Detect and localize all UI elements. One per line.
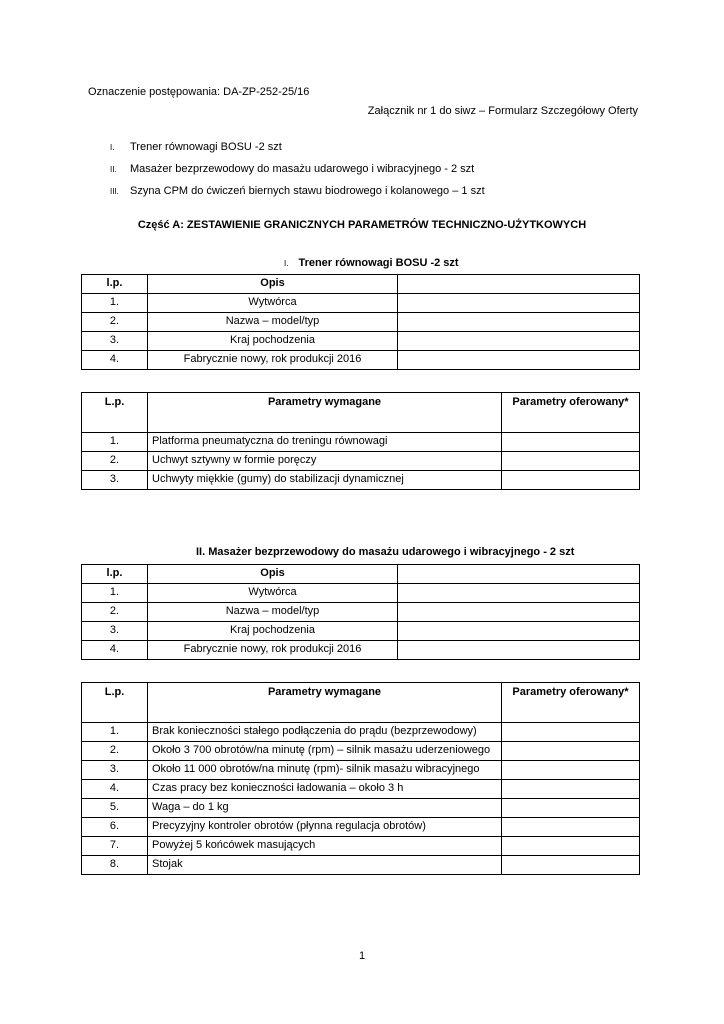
cell-opis: Fabrycznie nowy, rok produkcji 2016 <box>148 641 398 660</box>
cell-lp: 1. <box>82 723 148 742</box>
cell-lp: 6. <box>82 818 148 837</box>
cell-param: Około 3 700 obrotów/na minutę (rpm) – silnik masażu uderzeniowego <box>148 742 502 761</box>
cell-lp: 2. <box>82 603 148 622</box>
cell-lp: 3. <box>82 622 148 641</box>
intro-item-text: Masażer bezprzewodowy do masażu udarowego i wibracyjnego - 2 szt <box>130 163 475 175</box>
table-row <box>82 742 640 761</box>
table-header-row <box>82 565 640 584</box>
cell-lp: 1. <box>82 584 148 603</box>
cell-offered[interactable] <box>502 471 640 490</box>
table-row <box>82 294 640 313</box>
cell-offered[interactable] <box>502 856 640 875</box>
intro-item-number: II. <box>110 165 117 174</box>
intro-item <box>110 162 485 184</box>
table-row <box>82 622 640 641</box>
cell-lp: 5. <box>82 799 148 818</box>
header-opis: Opis <box>148 565 398 584</box>
cell-value[interactable] <box>398 294 640 313</box>
cell-opis: Fabrycznie nowy, rok produkcji 2016 <box>148 351 398 370</box>
cell-lp: 7. <box>82 837 148 856</box>
table-row <box>82 313 640 332</box>
section2-info-table <box>81 564 640 660</box>
procedure-reference: Oznaczenie postępowania: DA-ZP-252-25/16 <box>88 86 310 98</box>
header-lp: L.p. <box>82 393 148 433</box>
cell-opis: Kraj pochodzenia <box>148 622 398 641</box>
cell-opis: Nazwa – model/typ <box>148 313 398 332</box>
cell-offered[interactable] <box>502 837 640 856</box>
table-header-row <box>82 393 640 433</box>
header-lp: l.p. <box>82 565 148 584</box>
header-value <box>398 565 640 584</box>
cell-lp: 2. <box>82 313 148 332</box>
intro-item-number: I. <box>110 143 115 152</box>
section1-params-table <box>81 392 640 490</box>
cell-value[interactable] <box>398 641 640 660</box>
cell-param: Około 11 000 obrotów/na minutę (rpm)- silnik masażu wibracyjnego <box>148 761 502 780</box>
intro-item <box>110 140 485 162</box>
cell-param: Czas pracy bez konieczności ładowania – około 3 h <box>148 780 502 799</box>
table-row <box>82 761 640 780</box>
cell-lp: 4. <box>82 641 148 660</box>
section2-title: II. Masażer bezprzewodowy do masażu udarowego i wibracyjnego - 2 szt <box>196 546 575 558</box>
part-title: Część A: ZESTAWIENIE GRANICZNYCH PARAMETRÓW TECHNICZNO-UŻYTKOWYCH <box>137 219 587 231</box>
table-row <box>82 452 640 471</box>
cell-offered[interactable] <box>502 780 640 799</box>
cell-offered[interactable] <box>502 723 640 742</box>
cell-lp: 2. <box>82 742 148 761</box>
cell-offered[interactable] <box>502 761 640 780</box>
cell-lp: 3. <box>82 471 148 490</box>
table-row <box>82 471 640 490</box>
cell-param: Powyżej 5 końcówek masujących <box>148 837 502 856</box>
attachment-title: Załącznik nr 1 do siwz – Formularz Szczegółowy Oferty <box>367 105 638 117</box>
header-required: Parametry wymagane <box>148 393 502 433</box>
cell-param: Stojak <box>148 856 502 875</box>
table-row <box>82 780 640 799</box>
table-header-row <box>82 275 640 294</box>
table-row <box>82 584 640 603</box>
cell-param: Platforma pneumatyczna do treningu równowagi <box>148 433 502 452</box>
cell-param: Precyzyjny kontroler obrotów (płynna regulacja obrotów) <box>148 818 502 837</box>
table-row <box>82 837 640 856</box>
cell-value[interactable] <box>398 313 640 332</box>
cell-value[interactable] <box>398 622 640 641</box>
cell-value[interactable] <box>398 351 640 370</box>
section2-params-table <box>81 682 640 875</box>
header-offered: Parametry oferowany* <box>502 683 640 723</box>
cell-lp: 8. <box>82 856 148 875</box>
table-row <box>82 799 640 818</box>
header-opis: Opis <box>148 275 398 294</box>
table-row <box>82 433 640 452</box>
cell-lp: 2. <box>82 452 148 471</box>
cell-offered[interactable] <box>502 452 640 471</box>
cell-offered[interactable] <box>502 433 640 452</box>
cell-param: Waga – do 1 kg <box>148 799 502 818</box>
cell-param: Uchwyt sztywny w formie poręczy <box>148 452 502 471</box>
cell-offered[interactable] <box>502 818 640 837</box>
intro-item-text: Szyna CPM do ćwiczeń biernych stawu biodrowego i kolanowego – 1 szt <box>130 185 485 197</box>
section1-info-table <box>81 274 640 370</box>
table-header-row <box>82 683 640 723</box>
cell-opis: Wytwórca <box>148 294 398 313</box>
cell-opis: Nazwa – model/typ <box>148 603 398 622</box>
table-row <box>82 351 640 370</box>
header-lp: l.p. <box>82 275 148 294</box>
table-row <box>82 332 640 351</box>
cell-offered[interactable] <box>502 742 640 761</box>
cell-lp: 1. <box>82 294 148 313</box>
intro-item <box>110 184 485 206</box>
section1-title <box>284 257 459 269</box>
cell-lp: 4. <box>82 780 148 799</box>
cell-value[interactable] <box>398 584 640 603</box>
table-row <box>82 856 640 875</box>
cell-opis: Kraj pochodzenia <box>148 332 398 351</box>
header-required: Parametry wymagane <box>148 683 502 723</box>
intro-item-text: Trener równowagi BOSU -2 szt <box>130 141 282 153</box>
cell-opis: Wytwórca <box>148 584 398 603</box>
header-offered: Parametry oferowany* <box>502 393 640 433</box>
table-row <box>82 603 640 622</box>
cell-lp: 3. <box>82 761 148 780</box>
header-lp: L.p. <box>82 683 148 723</box>
cell-lp: 1. <box>82 433 148 452</box>
section1-title-text: Trener równowagi BOSU -2 szt <box>298 257 459 269</box>
header-value <box>398 275 640 294</box>
cell-lp: 4. <box>82 351 148 370</box>
intro-item-number: III. <box>110 187 119 196</box>
cell-param: Uchwyty miękkie (gumy) do stabilizacji dynamicznej <box>148 471 502 490</box>
section1-number: I. <box>284 259 289 268</box>
cell-lp: 3. <box>82 332 148 351</box>
page-number: 1 <box>358 950 366 962</box>
table-row <box>82 641 640 660</box>
cell-value[interactable] <box>398 603 640 622</box>
intro-list <box>110 140 485 206</box>
cell-param: Brak konieczności stałego podłączenia do prądu (bezprzewodowy) <box>148 723 502 742</box>
table-row <box>82 818 640 837</box>
table-row <box>82 723 640 742</box>
cell-value[interactable] <box>398 332 640 351</box>
cell-offered[interactable] <box>502 799 640 818</box>
